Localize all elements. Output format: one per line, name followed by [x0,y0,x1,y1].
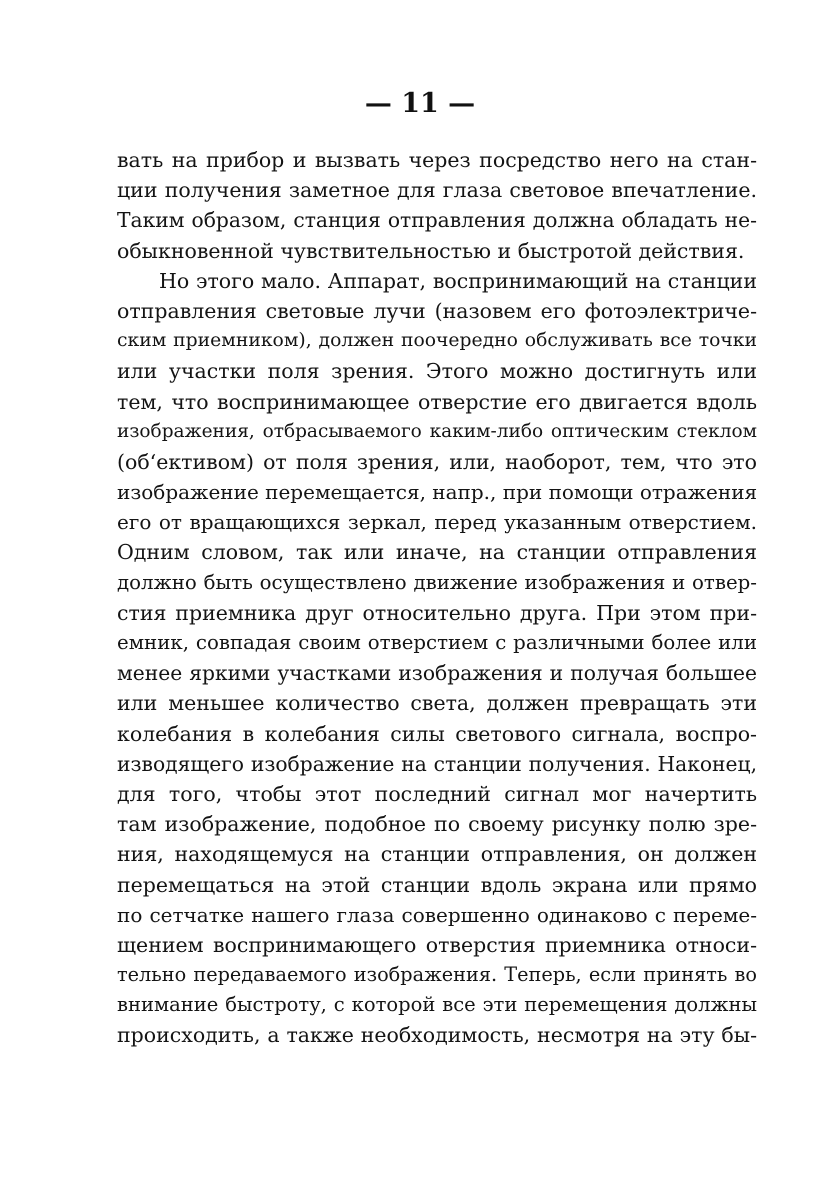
text-line: обыкновенной чувствительностью и быстротой действия. [117,238,745,263]
text-line: щением воспринимающего отверстия приемника относи- [117,932,757,957]
text-line: Одним словом, так или иначе, на станции отправления [117,540,757,565]
text-line: ния, находящемуся на станции отправления, он должен [117,842,757,867]
text-line: по сетчатке нашего глаза совершенно одинаково с переме- [117,902,757,927]
text-line: ским приемником), должен поочередно обслуживать все точки [117,330,757,352]
text-line: (об‘ективом) от поля зрения, или, наоборот, тем, что это [117,449,757,474]
text-line: Но этого мало. Аппарат, воспринимающий на станции [159,268,757,293]
text-line: колебания в колебания силы светового сигнала, воспро- [117,721,757,746]
text-line: или меньшее количество света, должен превращать эти [117,691,757,716]
body-text [117,145,757,1051]
text-line: должно быть осуществлено движение изображения и отвер- [117,570,757,594]
text-line: емник, совпадая своим отверстием с различными более или [117,631,757,654]
text-line: тем, что воспринимающее отверстие его двигается вдоль [117,389,757,414]
text-line: там изображение, подобное по своему рисунку полю зре- [117,812,757,837]
text-line: перемещаться на этой станции вдоль экрана или прямо [117,872,757,897]
page-number: — 11 — [364,88,476,119]
text-line: тельно передаваемого изображения. Теперь, если принять во [117,963,757,987]
text-line: отправления световые лучи (назовем его фотоэлектриче- [117,298,757,323]
text-line: изображения, отбрасываемого каким-либо оптическим стеклом [117,420,757,442]
text-line: ции получения заметное для глаза световое впечатление. [117,178,757,203]
text-line: вать на прибор и вызвать через посредство него на стан- [117,148,757,172]
text-line: внимание быстроту, с которой все эти перемещения должны [117,993,757,1017]
text-line: его от вращающихся зеркал, перед указанным отверстием. [117,510,757,535]
text-line: происходить, а также необходимость, несмотря на эту бы- [117,1023,757,1048]
text-line: или участки поля зрения. Этого можно достигнуть или [117,359,757,384]
text-line: для того, чтобы этот последний сигнал мог начертить [117,781,757,806]
text-line: менее яркими участками изображения и получая большее [117,661,757,686]
text-line: Таким образом, станция отправления должна обладать не- [117,208,757,233]
text-line: стия приемника друг относительно друга. При этом при- [117,600,757,625]
text-line: изводящего изображение на станции получения. Наконец, [117,751,757,776]
text-line: изображение перемещается, напр., при помощи отражения [117,480,757,505]
